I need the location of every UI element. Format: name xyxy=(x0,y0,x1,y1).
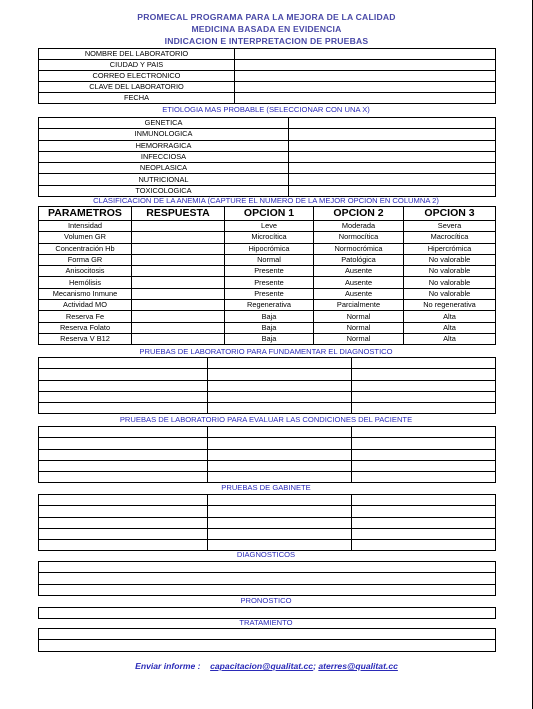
etiologia-select-field[interactable] xyxy=(289,140,496,151)
column-header: OPCION 1 xyxy=(225,207,314,221)
email-link-aterres[interactable]: aterres@qualitat.cc xyxy=(318,661,398,671)
parametro-label: Reserva V B12 xyxy=(39,333,132,344)
entry-field[interactable] xyxy=(352,460,496,471)
etiologia-row xyxy=(39,140,496,151)
entry-field[interactable] xyxy=(39,528,208,539)
opcion-1: Presente xyxy=(225,288,314,299)
lab-info-label: CORREO ELECTRONICO xyxy=(39,71,235,82)
respuesta-field[interactable] xyxy=(132,277,225,288)
table-row xyxy=(39,438,496,449)
entry-field[interactable] xyxy=(352,517,496,528)
table-row xyxy=(39,584,496,595)
opcion-1: Baja xyxy=(225,333,314,344)
lab-info-value-field[interactable] xyxy=(235,93,496,104)
entry-field[interactable] xyxy=(208,517,352,528)
entry-field[interactable] xyxy=(39,472,208,483)
clasificacion-row xyxy=(39,311,496,322)
entry-field[interactable] xyxy=(352,369,496,380)
entry-field[interactable] xyxy=(208,460,352,471)
clasificacion-row xyxy=(39,322,496,333)
opcion-1: Presente xyxy=(225,266,314,277)
table-row xyxy=(39,528,496,539)
etiologia-row xyxy=(39,129,496,140)
table-row xyxy=(39,460,496,471)
etiologia-row xyxy=(39,185,496,196)
column-header: OPCION 2 xyxy=(314,207,404,221)
entry-field[interactable] xyxy=(352,380,496,391)
table-row xyxy=(39,506,496,517)
opcion-2: Patológica xyxy=(314,254,404,265)
etiologia-select-field[interactable] xyxy=(289,129,496,140)
column-header: RESPUESTA xyxy=(132,207,225,221)
opcion-2: Normal xyxy=(314,322,404,333)
respuesta-field[interactable] xyxy=(132,288,225,299)
etiologia-label: NEOPLASICA xyxy=(39,163,289,174)
entry-field[interactable] xyxy=(39,358,208,369)
opcion-3: No valorable xyxy=(404,254,496,265)
entry-field[interactable] xyxy=(39,427,208,438)
opcion-3: Alta xyxy=(404,311,496,322)
entry-field[interactable] xyxy=(39,517,208,528)
table-row xyxy=(39,573,496,584)
table-row xyxy=(39,391,496,402)
clasificacion-row xyxy=(39,333,496,344)
etiologia-label: NUTRICIONAL xyxy=(39,174,289,185)
etiologia-row xyxy=(39,118,496,129)
opcion-1: Hipocrómica xyxy=(225,243,314,254)
respuesta-field[interactable] xyxy=(132,221,225,232)
clasificacion-row xyxy=(39,243,496,254)
entry-field[interactable] xyxy=(39,438,208,449)
entry-field[interactable] xyxy=(39,629,496,640)
clasificacion-row xyxy=(39,232,496,243)
etiologia-select-field[interactable] xyxy=(289,185,496,196)
parametro-label: Concentración Hb xyxy=(39,243,132,254)
clasificacion-table xyxy=(38,206,496,345)
table-row xyxy=(39,472,496,483)
etiologia-label: HEMORRAGICA xyxy=(39,140,289,151)
entry-field[interactable] xyxy=(39,573,496,584)
gabinete-title: PRUEBAS DE GABINETE xyxy=(221,483,311,492)
pronostico-title: PRONOSTICO xyxy=(240,596,292,605)
entry-field[interactable] xyxy=(208,403,352,414)
parametro-label: Mecanismo Inmune xyxy=(39,288,132,299)
etiologia-label: INMUNOLOGICA xyxy=(39,129,289,140)
clasificacion-row xyxy=(39,266,496,277)
condiciones-title: PRUEBAS DE LABORATORIO PARA EVALUAR LAS CONDICIONES DEL PACIENTE xyxy=(119,415,413,424)
header-subtitle: MEDICINA BASADA EN EVIDENCIA xyxy=(191,24,342,34)
opcion-2: Normal xyxy=(314,311,404,322)
clasificacion-title: CLASIFICACION DE LA ANEMIA (CAPTURE EL NUMERO DE LA MEJOR OPCION EN COLUMNA 2) xyxy=(93,196,439,205)
header-subtitle-2: INDICACION E INTERPRETACION DE PRUEBAS xyxy=(164,36,369,46)
etiologia-row xyxy=(39,151,496,162)
entry-field[interactable] xyxy=(352,358,496,369)
lab-info-row xyxy=(39,71,496,82)
entry-field[interactable] xyxy=(352,391,496,402)
entry-field[interactable] xyxy=(39,403,208,414)
parametro-label: Anisocitosis xyxy=(39,266,132,277)
column-header: PARAMETROS xyxy=(39,207,132,221)
opcion-2: Ausente xyxy=(314,288,404,299)
lab-info-value-field[interactable] xyxy=(235,71,496,82)
entry-field[interactable] xyxy=(39,380,208,391)
etiologia-label: TOXICOLOGICA xyxy=(39,185,289,196)
footer xyxy=(0,661,533,671)
table-row xyxy=(39,403,496,414)
parametro-label: Reserva Fe xyxy=(39,311,132,322)
parametro-label: Forma GR xyxy=(39,254,132,265)
entry-field[interactable] xyxy=(208,449,352,460)
parametro-label: Hemólisis xyxy=(39,277,132,288)
lab-info-label: FECHA xyxy=(39,93,235,104)
lab-info-label: CLAVE DEL LABORATORIO xyxy=(39,82,235,93)
entry-field[interactable] xyxy=(39,640,496,651)
etiologia-title: ETIOLOGIA MAS PROBABLE (SELECCIONAR CON UNA X) xyxy=(162,105,370,114)
parametro-label: Intensidad xyxy=(39,221,132,232)
entry-field[interactable] xyxy=(208,438,352,449)
opcion-3: No valorable xyxy=(404,288,496,299)
clasificacion-row xyxy=(39,288,496,299)
diagnosticos-table xyxy=(38,561,496,596)
table-row xyxy=(39,449,496,460)
opcion-3: Hipercrómica xyxy=(404,243,496,254)
lab-info-value-field[interactable] xyxy=(235,49,496,60)
opcion-3: Alta xyxy=(404,333,496,344)
opcion-3: Severa xyxy=(404,221,496,232)
respuesta-field[interactable] xyxy=(132,333,225,344)
opcion-1: Baja xyxy=(225,311,314,322)
gabinete-table xyxy=(38,494,496,551)
entry-field[interactable] xyxy=(39,369,208,380)
entry-field[interactable] xyxy=(39,460,208,471)
opcion-2: Normal xyxy=(314,333,404,344)
entry-field[interactable] xyxy=(208,380,352,391)
opcion-1: Regenerativa xyxy=(225,300,314,311)
entry-field[interactable] xyxy=(208,358,352,369)
table-row xyxy=(39,380,496,391)
table-row xyxy=(39,495,496,506)
entry-field[interactable] xyxy=(208,495,352,506)
entry-field[interactable] xyxy=(352,472,496,483)
clasificacion-row xyxy=(39,277,496,288)
table-row xyxy=(39,517,496,528)
opcion-3: No regenerativa xyxy=(404,300,496,311)
entry-field[interactable] xyxy=(352,528,496,539)
header-title: PROMECAL PROGRAMA PARA LA MEJORA DE LA CALIDAD xyxy=(137,12,396,22)
opcion-2: Normocrómica xyxy=(314,243,404,254)
table-row xyxy=(39,562,496,573)
opcion-2: Moderada xyxy=(314,221,404,232)
respuesta-field[interactable] xyxy=(132,322,225,333)
entry-field[interactable] xyxy=(39,506,208,517)
lab-info-row xyxy=(39,82,496,93)
opcion-1: Leve xyxy=(225,221,314,232)
lab-info-row xyxy=(39,93,496,104)
etiologia-select-field[interactable] xyxy=(289,174,496,185)
opcion-2: Parcialmente xyxy=(314,300,404,311)
etiologia-select-field[interactable] xyxy=(289,163,496,174)
tratamiento-table xyxy=(38,628,496,652)
entry-field[interactable] xyxy=(352,427,496,438)
respuesta-field[interactable] xyxy=(132,311,225,322)
entry-field[interactable] xyxy=(352,506,496,517)
table-row xyxy=(39,629,496,640)
opcion-3: Alta xyxy=(404,322,496,333)
lab-info-row xyxy=(39,49,496,60)
parametro-label: Reserva Folato xyxy=(39,322,132,333)
table-row xyxy=(39,369,496,380)
email-link-capacitacion[interactable]: capacitacion@qualitat.cc xyxy=(210,661,314,671)
lab-info-row xyxy=(39,60,496,71)
entry-field[interactable] xyxy=(39,562,496,573)
etiologia-label: GENETICA xyxy=(39,118,289,129)
respuesta-field[interactable] xyxy=(132,300,225,311)
entry-field[interactable] xyxy=(208,506,352,517)
opcion-1: Microcítica xyxy=(225,232,314,243)
opcion-2: Ausente xyxy=(314,266,404,277)
opcion-1: Presente xyxy=(225,277,314,288)
opcion-1: Baja xyxy=(225,322,314,333)
clasificacion-row xyxy=(39,300,496,311)
table-row xyxy=(39,358,496,369)
entry-field[interactable] xyxy=(208,427,352,438)
opcion-3: Macrocítica xyxy=(404,232,496,243)
parametro-label: Volumen GR xyxy=(39,232,132,243)
lab-info-label: NOMBRE DEL LABORATORIO xyxy=(39,49,235,60)
clasificacion-row xyxy=(39,254,496,265)
lab-info-value-field[interactable] xyxy=(235,60,496,71)
opcion-3: No valorable xyxy=(404,277,496,288)
entry-field[interactable] xyxy=(208,391,352,402)
entry-field[interactable] xyxy=(352,449,496,460)
entry-field[interactable] xyxy=(39,391,208,402)
diagnosticos-title: DIAGNOSTICOS xyxy=(236,550,296,559)
condiciones-table xyxy=(38,426,496,483)
column-header: OPCION 3 xyxy=(404,207,496,221)
etiologia-select-field[interactable] xyxy=(289,151,496,162)
respuesta-field[interactable] xyxy=(132,266,225,277)
etiologia-select-field[interactable] xyxy=(289,118,496,129)
entry-field[interactable] xyxy=(352,495,496,506)
clasificacion-row xyxy=(39,221,496,232)
respuesta-field[interactable] xyxy=(132,254,225,265)
parametro-label: Actividad MO xyxy=(39,300,132,311)
entry-field[interactable] xyxy=(208,472,352,483)
table-row xyxy=(39,640,496,651)
entry-field[interactable] xyxy=(208,369,352,380)
footer-label: Enviar informe : xyxy=(135,661,201,671)
entry-field[interactable] xyxy=(39,495,208,506)
entry-field[interactable] xyxy=(39,584,496,595)
opcion-2: Ausente xyxy=(314,277,404,288)
respuesta-field[interactable] xyxy=(132,232,225,243)
opcion-2: Normocítica xyxy=(314,232,404,243)
opcion-1: Normal xyxy=(225,254,314,265)
tratamiento-title: TRATAMIENTO xyxy=(239,618,293,627)
lab-info-value-field[interactable] xyxy=(235,82,496,93)
etiologia-table xyxy=(38,117,496,197)
etiologia-row xyxy=(39,174,496,185)
entry-field[interactable] xyxy=(352,438,496,449)
etiologia-label: INFECCIOSA xyxy=(39,151,289,162)
fundamentar-table xyxy=(38,357,496,414)
etiologia-row xyxy=(39,163,496,174)
footer-separator: ; xyxy=(313,661,316,671)
opcion-3: No valorable xyxy=(404,266,496,277)
respuesta-field[interactable] xyxy=(132,243,225,254)
entry-field[interactable] xyxy=(39,449,208,460)
entry-field[interactable] xyxy=(208,528,352,539)
fundamentar-title: PRUEBAS DE LABORATORIO PARA FUNDAMENTAR EL DIAGNOSTICO xyxy=(139,347,393,356)
lab-info-table xyxy=(38,48,496,104)
entry-field[interactable] xyxy=(352,403,496,414)
lab-info-label: CIUDAD Y PAIS xyxy=(39,60,235,71)
table-row xyxy=(39,427,496,438)
